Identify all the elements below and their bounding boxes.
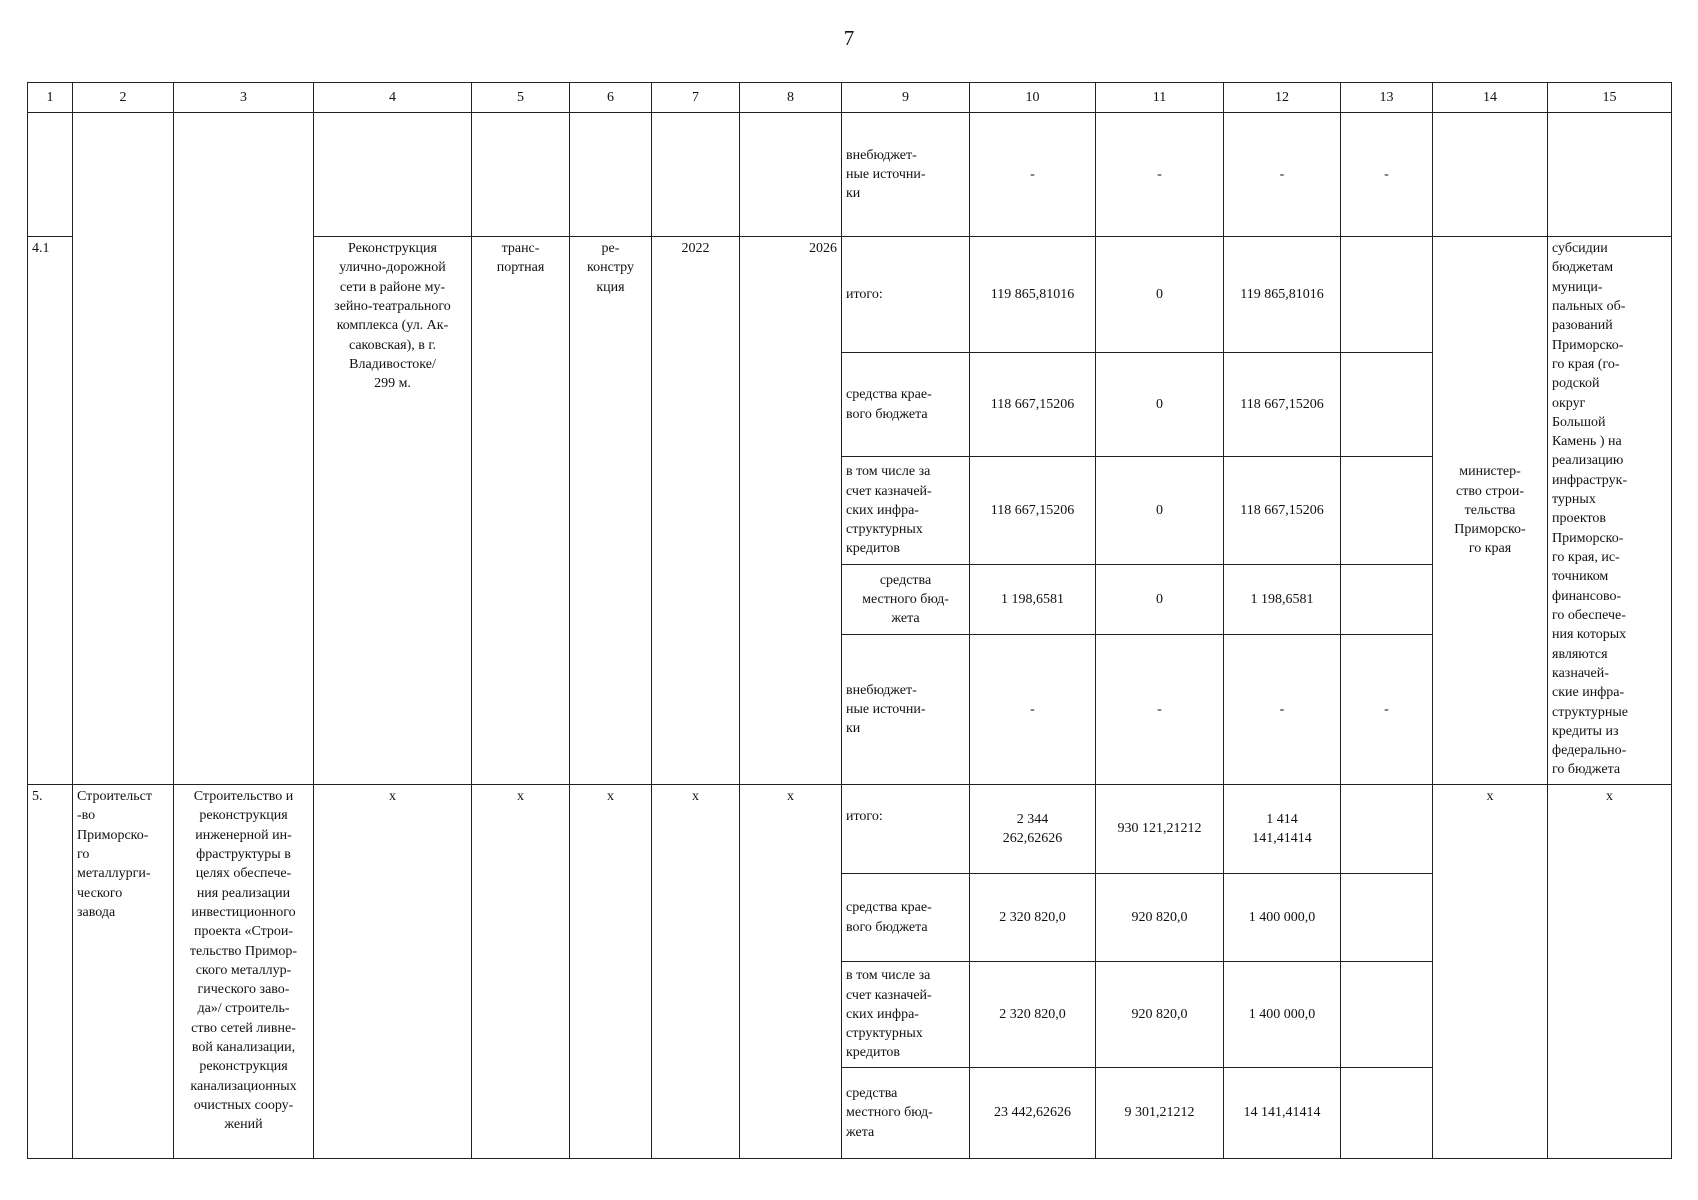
col-header: 10	[970, 83, 1096, 113]
value-col13	[1341, 962, 1433, 1068]
funding-source-label: в том числе за счет казначей- ских инфра- структурных кредитов	[842, 962, 970, 1068]
value-col10: 119 865,81016	[970, 237, 1096, 353]
value-col13: -	[1341, 635, 1433, 785]
col-header: 14	[1433, 83, 1548, 113]
value-col11: 930 121,21212	[1096, 785, 1224, 874]
value-col12: 1 400 000,0	[1224, 962, 1341, 1068]
object-name-marker: х	[314, 785, 472, 1159]
col-header: 13	[1341, 83, 1433, 113]
value-col13	[1341, 874, 1433, 962]
value-col11: 0	[1096, 353, 1224, 457]
column-number-header-row	[28, 83, 1672, 113]
value-col12: 119 865,81016	[1224, 237, 1341, 353]
value-col10: 118 667,15206	[970, 457, 1096, 565]
value-col11: 920 820,0	[1096, 874, 1224, 962]
value-col10: 23 442,62626	[970, 1068, 1096, 1159]
row-number: 4.1	[28, 237, 73, 785]
value-col12: 1 414 141,41414	[1224, 785, 1341, 874]
start-year: 2022	[652, 237, 740, 785]
col-header: 5	[472, 83, 570, 113]
value-col13	[1341, 565, 1433, 635]
project-name: Строительст -во Приморско- го металлурги- ческого завода	[73, 785, 174, 1159]
value-col12: 1 400 000,0	[1224, 874, 1341, 962]
end-year: 2026	[740, 237, 842, 785]
value-col10: 118 667,15206	[970, 353, 1096, 457]
object-type-marker: х	[472, 785, 570, 1159]
cell-empty	[570, 113, 652, 237]
work-type-marker: х	[570, 785, 652, 1159]
value-col13	[1341, 237, 1433, 353]
cell-empty	[174, 113, 314, 785]
program-table	[27, 82, 1672, 1159]
continuation-row	[28, 113, 1672, 237]
value-col11: 9 301,21212	[1096, 1068, 1224, 1159]
value-col13	[1341, 457, 1433, 565]
value-col13: -	[1341, 113, 1433, 237]
funding-source-label: итого:	[842, 785, 970, 874]
col-header: 15	[1548, 83, 1672, 113]
page-number: 7	[843, 26, 855, 50]
value-col12: -	[1224, 113, 1341, 237]
funding-source-label: внебюджет- ные источни- ки	[842, 113, 970, 237]
table-row	[28, 785, 1672, 874]
funding-source-label: в том числе за счет казначей- ских инфра- структурных кредитов	[842, 457, 970, 565]
col-header: 1	[28, 83, 73, 113]
end-year-marker: х	[740, 785, 842, 1159]
cell-empty	[652, 113, 740, 237]
col-header: 4	[314, 83, 472, 113]
value-col10: 2 344 262,62626	[970, 785, 1096, 874]
col-header: 7	[652, 83, 740, 113]
col-header: 8	[740, 83, 842, 113]
funding-source-label: средства крае- вого бюджета	[842, 874, 970, 962]
col-header: 6	[570, 83, 652, 113]
value-col10: 2 320 820,0	[970, 962, 1096, 1068]
cell-empty	[740, 113, 842, 237]
value-col12: 118 667,15206	[1224, 457, 1341, 565]
value-col11: -	[1096, 635, 1224, 785]
value-col10: 1 198,6581	[970, 565, 1096, 635]
cell-empty	[28, 113, 73, 237]
value-col13	[1341, 353, 1433, 457]
cell-empty	[472, 113, 570, 237]
start-year-marker: х	[652, 785, 740, 1159]
funding-source-label: внебюджет- ные источни- ки	[842, 635, 970, 785]
value-col11: 0	[1096, 457, 1224, 565]
value-col10: -	[970, 635, 1096, 785]
object-name: Строительство и реконструкция инженерной ин- фраструктуры в целях обеспече- ния реализации инвестиционного проекта «Строи- тельство Примор- ского металлур- гического заво- да»/ строитель- ство сетей ливне- вой канализации, реконструкция канализационных очистных соору- жений	[174, 785, 314, 1159]
executor-marker: х	[1433, 785, 1548, 1159]
col-header: 12	[1224, 83, 1341, 113]
note: субсидии бюджетам муници- пальных об- разований Приморско- го края (го- родской округ Большой Камень ) на реализацию инфраструк- турных проектов Приморско- го края, ис- точником финансово- го обеспече- ния которых являются казначей- ские инфра- структурные кредиты из федерально- го бюджета	[1548, 237, 1672, 785]
value-col12: 118 667,15206	[1224, 353, 1341, 457]
value-col11: -	[1096, 113, 1224, 237]
note-marker: х	[1548, 785, 1672, 1159]
cell-empty	[1433, 113, 1548, 237]
col-header: 11	[1096, 83, 1224, 113]
col-header: 3	[174, 83, 314, 113]
value-col11: 0	[1096, 237, 1224, 353]
value-col12: -	[1224, 635, 1341, 785]
object-name: Реконструкция улично-дорожной сети в районе му- зейно-театрального комплекса (ул. Ак- саковская), в г. Владивостоке/ 299 м.	[314, 237, 472, 785]
value-col12: 1 198,6581	[1224, 565, 1341, 635]
value-col10: -	[970, 113, 1096, 237]
funding-source-label: средства местного бюд- жета	[842, 565, 970, 635]
value-col10: 2 320 820,0	[970, 874, 1096, 962]
value-col11: 920 820,0	[1096, 962, 1224, 1068]
responsible-executor: министер- ство строи- тельства Приморско- го края	[1433, 237, 1548, 785]
value-col13	[1341, 785, 1433, 874]
cell-empty	[1548, 113, 1672, 237]
value-col11: 0	[1096, 565, 1224, 635]
value-col13	[1341, 1068, 1433, 1159]
object-type: транс- портная	[472, 237, 570, 785]
work-type: ре- констру кция	[570, 237, 652, 785]
col-header: 2	[73, 83, 174, 113]
funding-source-label: средства местного бюд- жета	[842, 1068, 970, 1159]
cell-empty	[73, 113, 174, 785]
cell-empty	[314, 113, 472, 237]
value-col12: 14 141,41414	[1224, 1068, 1341, 1159]
funding-source-label: итого:	[842, 237, 970, 353]
col-header: 9	[842, 83, 970, 113]
row-number: 5.	[28, 785, 73, 1159]
funding-source-label: средства крае- вого бюджета	[842, 353, 970, 457]
